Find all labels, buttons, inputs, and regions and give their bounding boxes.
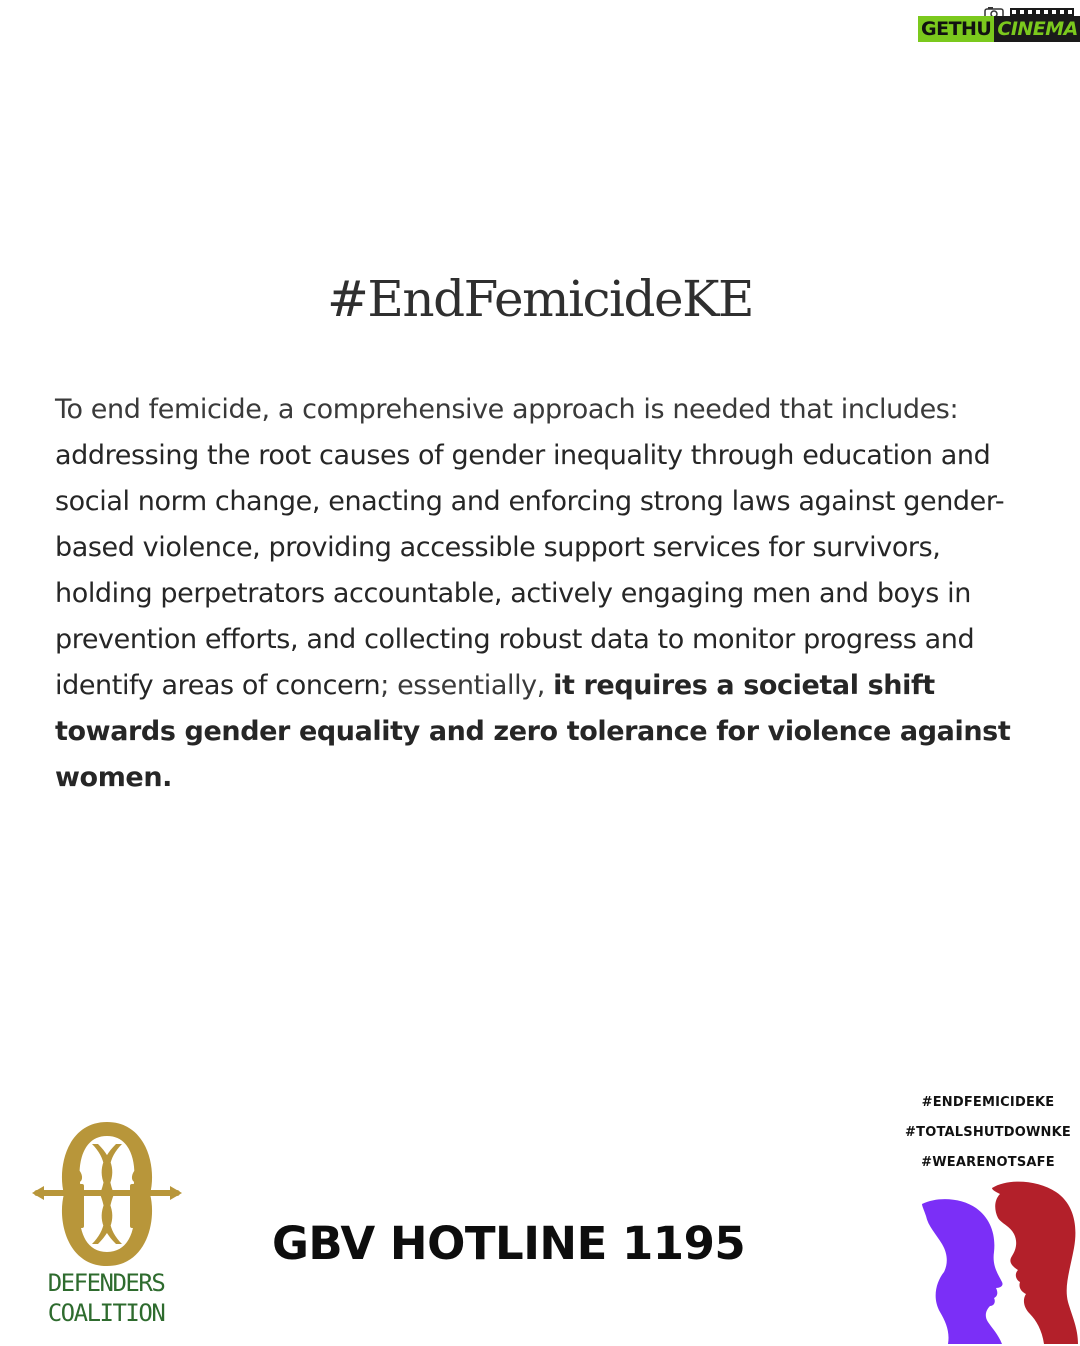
body-intro: To end femicide, a comprehensive approach is needed that includes: [55, 394, 959, 425]
logo-caption-line1: DEFENDERS [47, 1269, 165, 1297]
watermark-part2: CINEMA [994, 16, 1080, 42]
watermark-part1: GETHU [918, 16, 994, 42]
gbv-hotline: GBV HOTLINE 1195 [272, 1217, 746, 1270]
hashtag-endfemicideke: #ENDFEMICIDEKE [921, 1095, 1055, 1110]
watermark-text [918, 16, 1080, 42]
hashtag-totalshutdownke: #TOTALSHUTDOWNKE [905, 1125, 1071, 1140]
logo-caption [36, 1268, 176, 1328]
body-measures: addressing the root causes of gender inequality through education and social norm change, enacting and enforcing strong laws against gender-based violence, providing accessible support services for survivors, holding perpetrators accountable, actively engaging men and boys in prevention efforts, and collecting robust data to monitor progress and identify areas of concern [55, 440, 1005, 701]
body-conclusion: it requires a societal shift towards gender equality and zero tolerance for violence against women. [55, 670, 1011, 793]
women-silhouettes-graphic [918, 1178, 1078, 1344]
gethu-cinema-watermark [916, 6, 1076, 46]
hashtag-wearenotsafe: #WEARENOTSAFE [921, 1155, 1055, 1170]
body-paragraph [55, 387, 1035, 801]
logo-caption-line2: COALITION [47, 1299, 165, 1327]
purple-face-silhouette [922, 1199, 1003, 1344]
film-strip-icon [1010, 8, 1074, 16]
page-title: #EndFemicideKE [327, 270, 753, 328]
hashtag-list [900, 1088, 1076, 1178]
red-face-silhouette [992, 1182, 1078, 1344]
body-connector: ; essentially, [380, 670, 554, 701]
defenders-coalition-logo [32, 1118, 182, 1270]
